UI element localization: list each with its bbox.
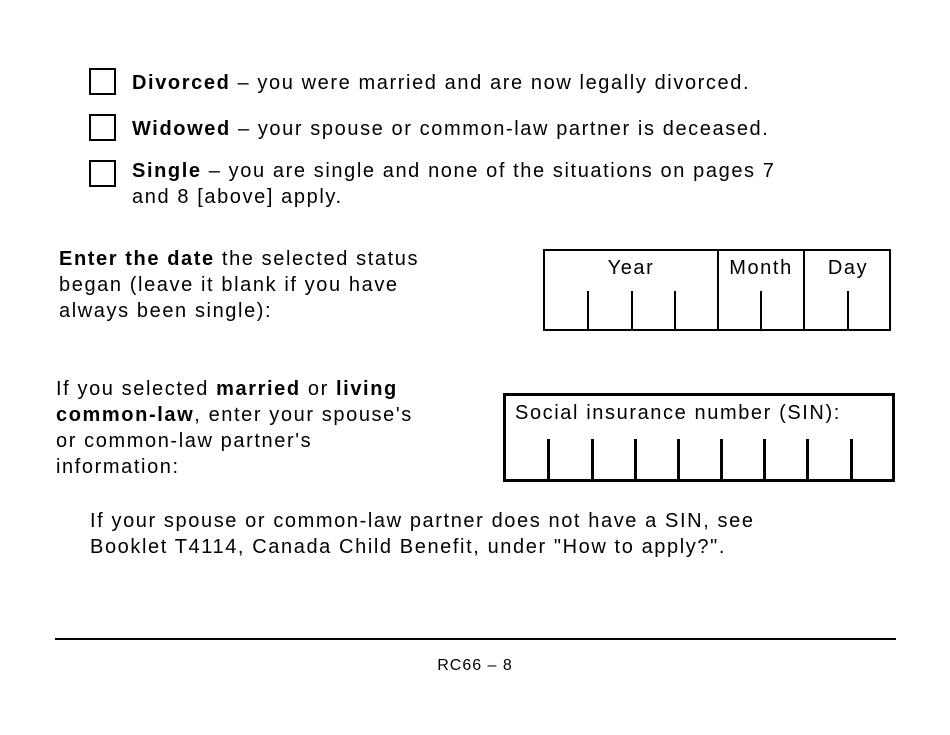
month-input[interactable] xyxy=(719,291,803,329)
sin-note-line1: If your spouse or common-law partner does not have a SIN, see xyxy=(90,510,755,532)
spouse-text3: , enter your spouse's xyxy=(194,404,413,426)
spouse-instructions xyxy=(56,376,413,480)
sin-entry-box xyxy=(503,393,895,482)
day-label: Day xyxy=(827,257,869,279)
widowed-checkbox[interactable] xyxy=(89,114,116,141)
widowed-desc: – your spouse or common-law partner is deceased. xyxy=(230,118,770,140)
sin-input[interactable] xyxy=(506,439,892,479)
widowed-label: Widowed xyxy=(132,118,231,140)
date-instructions-text2: began (leave it blank if you have xyxy=(59,274,399,296)
spouse-text2: or xyxy=(300,378,336,400)
living-bold: living xyxy=(336,378,398,400)
footer-divider xyxy=(55,638,896,640)
page-number: RC66 – 8 xyxy=(437,657,513,674)
year-input[interactable] xyxy=(545,291,717,329)
married-bold: married xyxy=(216,378,301,400)
sin-note-line2: Booklet T4114, Canada Child Benefit, under "How to apply?". xyxy=(90,536,726,558)
divorced-desc: – you were married and are now legally divorced. xyxy=(230,72,751,94)
divorced-label: Divorced xyxy=(132,72,231,94)
single-desc-line2: and 8 [above] apply. xyxy=(132,186,343,208)
divorced-option xyxy=(132,70,750,96)
spouse-text5: information: xyxy=(56,456,180,478)
date-instructions xyxy=(59,246,419,324)
single-desc: – you are single and none of the situations on pages 7 xyxy=(201,160,776,182)
single-label: Single xyxy=(132,160,202,182)
year-label: Year xyxy=(607,257,655,279)
month-label: Month xyxy=(729,257,793,279)
date-instructions-text1: the selected status xyxy=(214,248,420,270)
common-law-bold: common-law xyxy=(56,404,195,426)
date-entry-box xyxy=(543,249,891,331)
spouse-text4: or common-law partner's xyxy=(56,430,313,452)
single-checkbox[interactable] xyxy=(89,160,116,187)
date-instructions-bold: Enter the date xyxy=(59,248,215,270)
sin-label: Social insurance number (SIN): xyxy=(515,402,841,424)
single-option xyxy=(132,158,776,210)
date-instructions-text3: always been single): xyxy=(59,300,273,322)
sin-note xyxy=(90,508,755,560)
divorced-checkbox[interactable] xyxy=(89,68,116,95)
widowed-option xyxy=(132,116,769,142)
spouse-text1: If you selected xyxy=(56,378,217,400)
day-input[interactable] xyxy=(805,291,889,329)
